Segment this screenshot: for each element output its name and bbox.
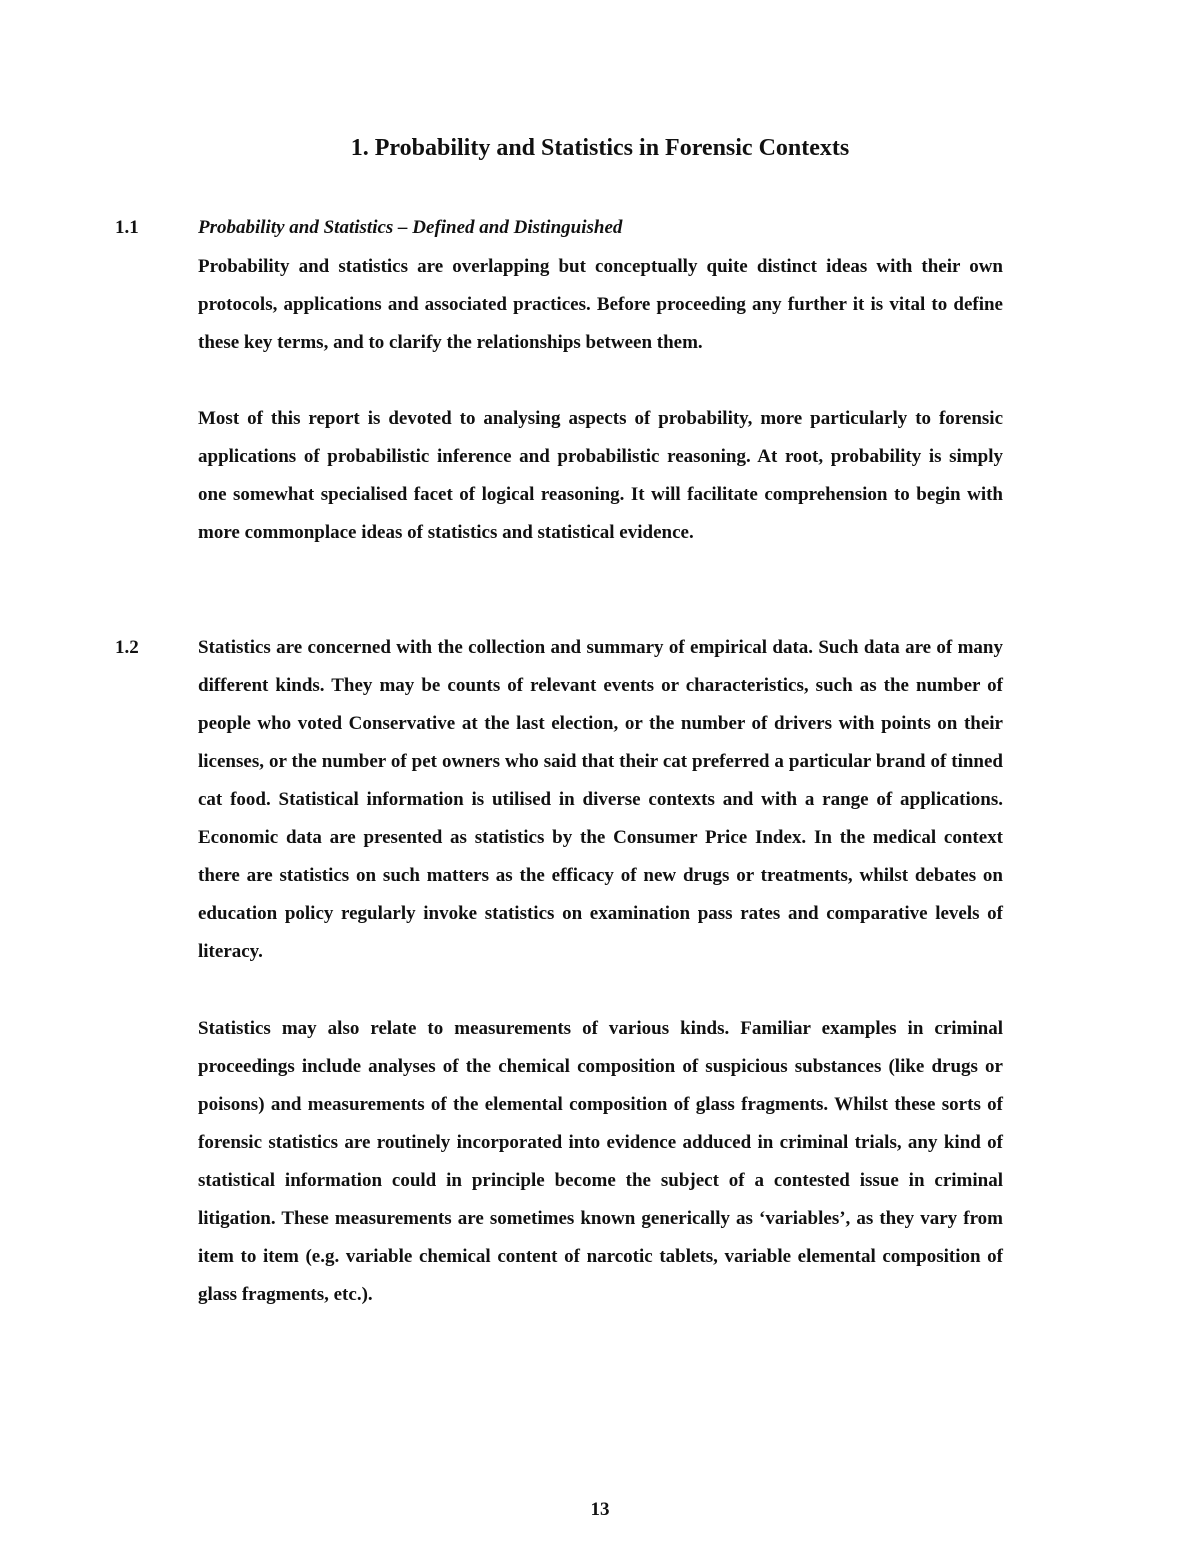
page-number: 13 bbox=[590, 1499, 610, 1520]
paragraph-1-2-a: Statistics are concerned with the collection and summary of empirical data. Such data are of many different kinds. They may be counts of relevant events or characteristics, such as the number of people who voted Conservative at the last election, or the number of drivers with points on their licenses, or the number of pet owners who said that their cat preferred a particular brand of tinned cat food. Statistical information is utilised in diverse contexts and with a range of applications. Economic data are presented as statistics by the Consumer Price Index. In the medical context there are statistics on such matters as the efficacy of new drugs or treatments, whilst debates on education policy regularly invoke statistics on examination pass rates and comparative levels of literacy. bbox=[198, 637, 1003, 962]
paragraph-1-1-a: Probability and statistics are overlapping but conceptually quite distinct ideas with their own protocols, applications and associated practices. Before proceeding any further it is vital to define these key terms, and to clarify the relationships between them. bbox=[198, 256, 1003, 353]
section-heading-1-1: Probability and Statistics – Defined and Distinguished bbox=[198, 217, 623, 238]
section-number-1-1: 1.1 bbox=[115, 217, 139, 238]
chapter-title: 1. Probability and Statistics in Forensic Contexts bbox=[350, 135, 850, 161]
section-number-1-2: 1.2 bbox=[115, 637, 139, 658]
paragraph-1-2-b: Statistics may also relate to measurements of various kinds. Familiar examples in criminal proceedings include analyses of the chemical composition of suspicious substances (like drugs or poisons) and measurements of the elemental composition of glass fragments. Whilst these sorts of forensic statistics are routinely incorporated into evidence adduced in criminal trials, any kind of statistical information could in principle become the subject of a contested issue in criminal litigation. These measurements are sometimes known generically as ‘variables’, as they vary from item to item (e.g. variable chemical content of narcotic tablets, variable elemental composition of glass fragments, etc.). bbox=[198, 1018, 1003, 1305]
paragraph-1-1-b: Most of this report is devoted to analysing aspects of probability, more particularly to forensic applications of probabilistic inference and probabilistic reasoning. At root, probability is simply one somewhat specialised facet of logical reasoning. It will facilitate comprehension to begin with more commonplace ideas of statistics and statistical evidence. bbox=[198, 408, 1003, 543]
